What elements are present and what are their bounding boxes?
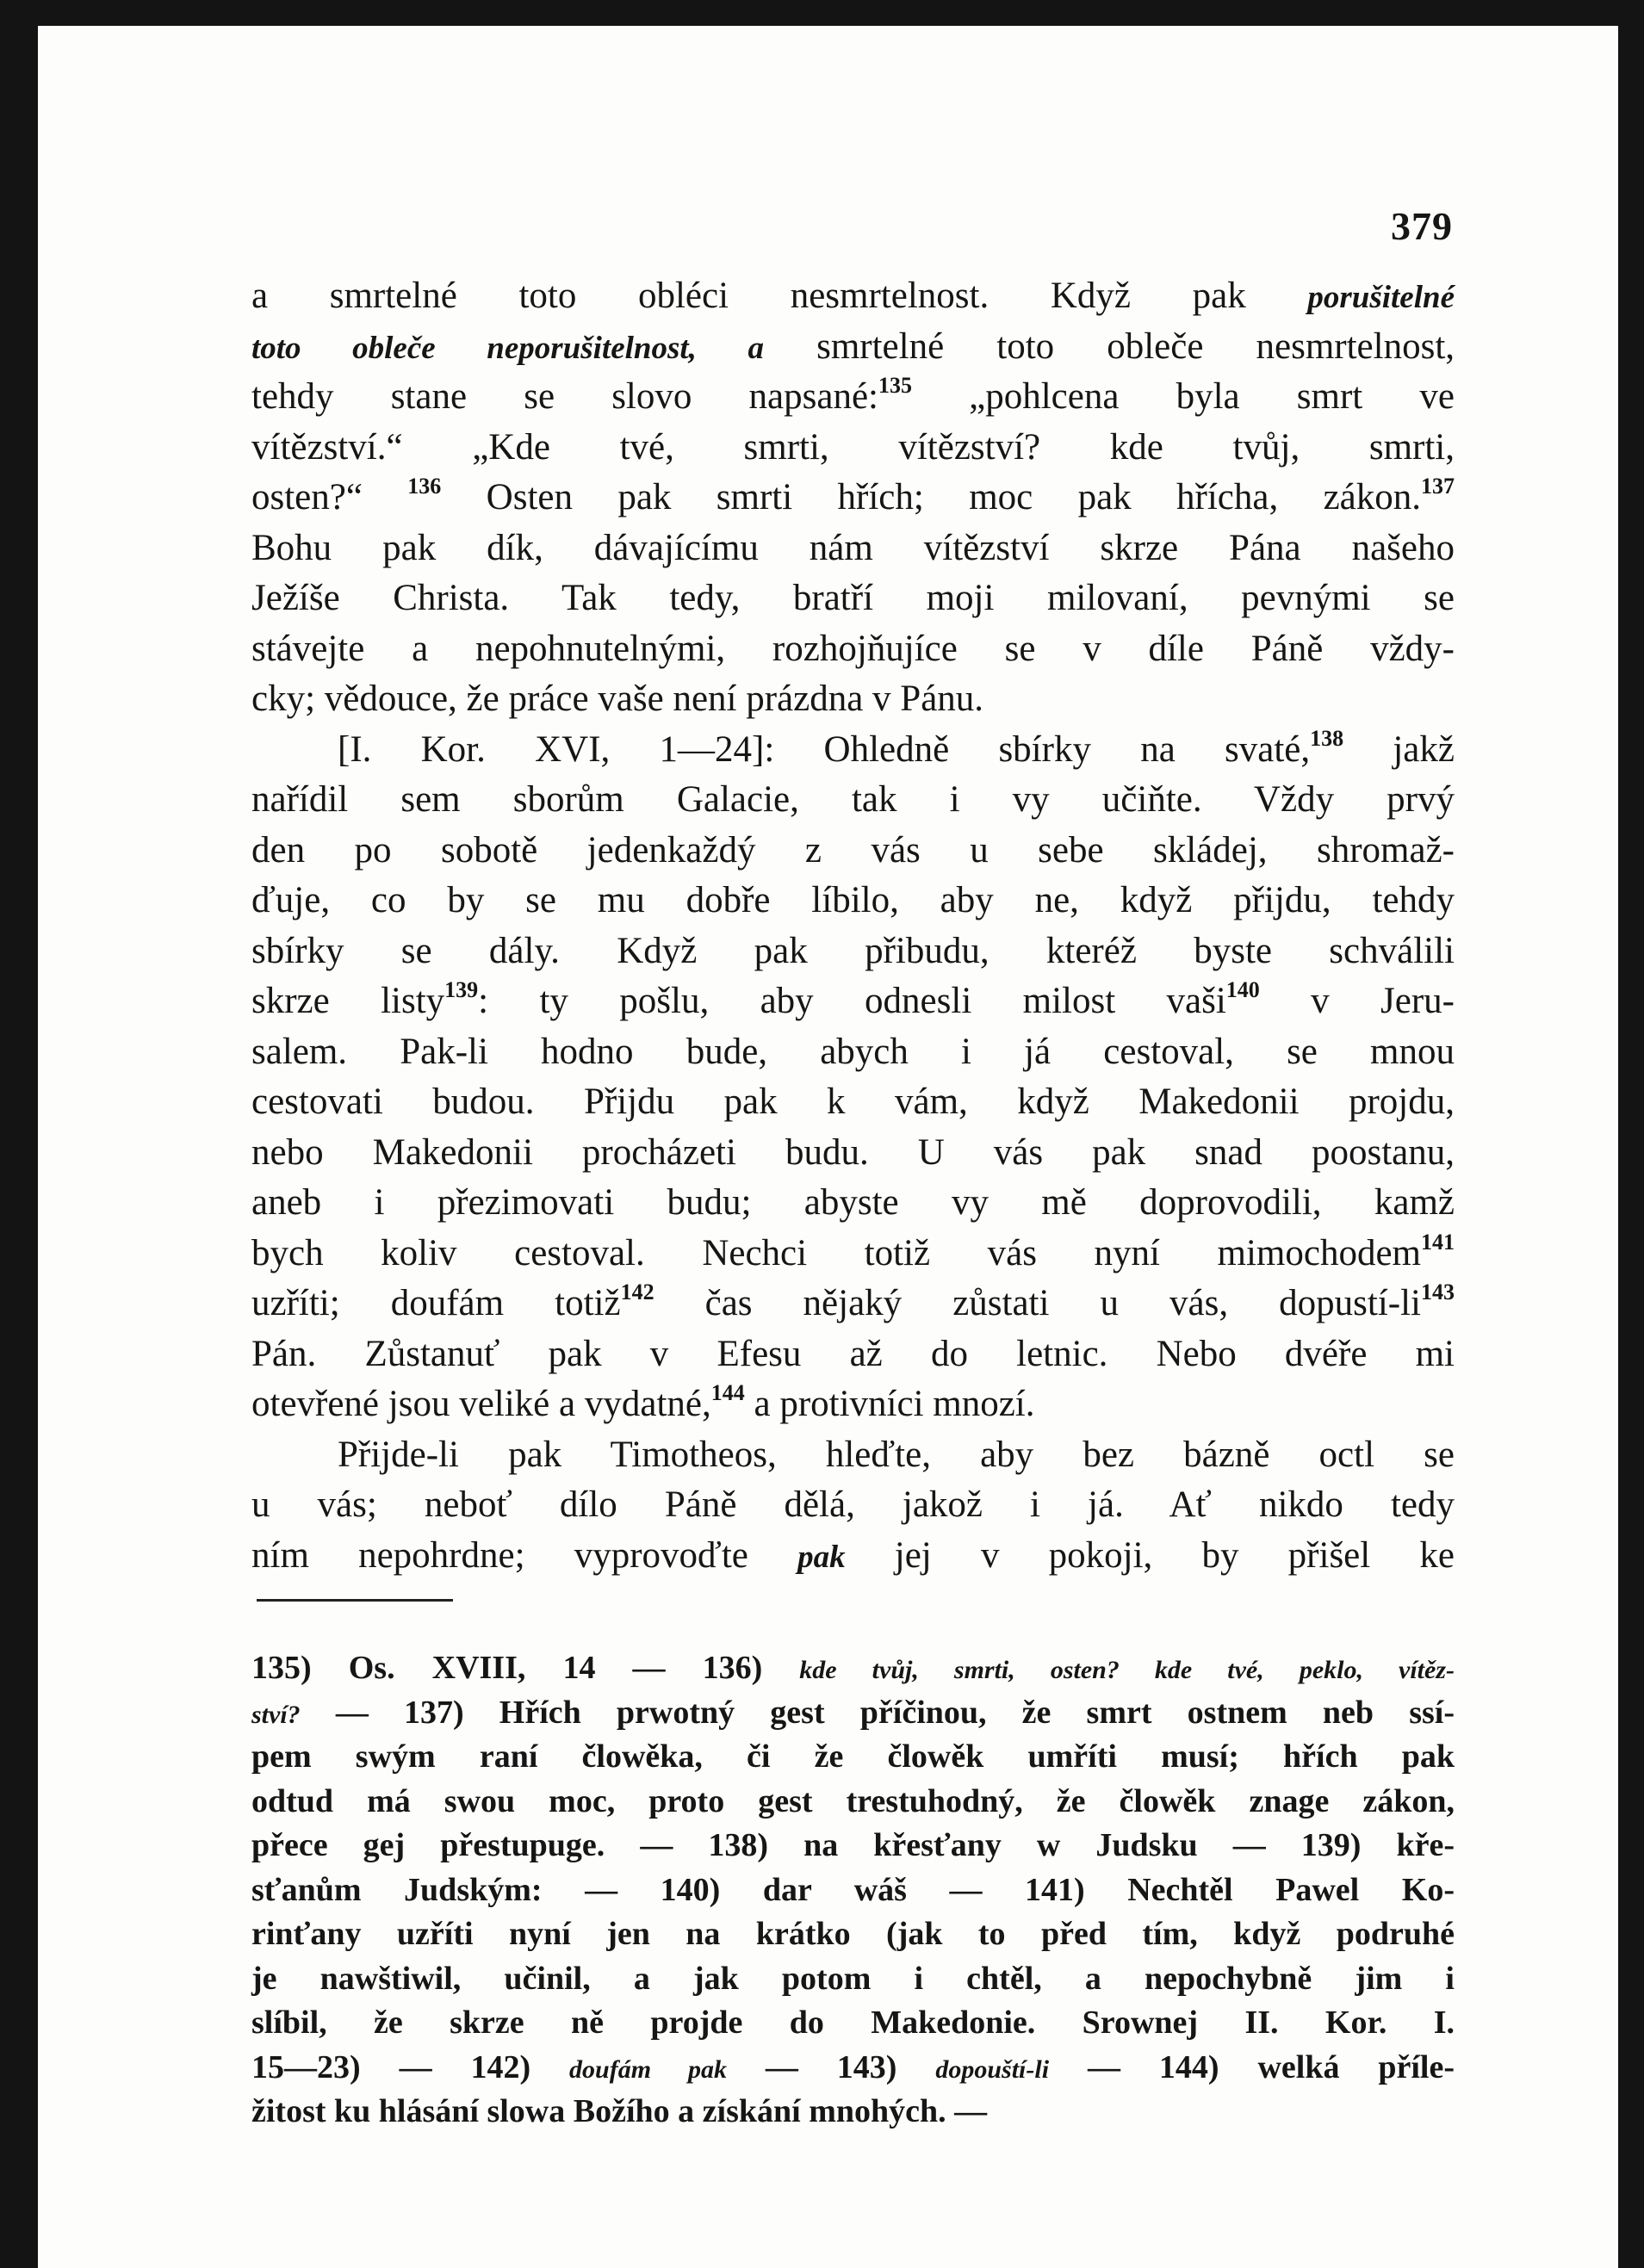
italic-text: toto obleče neporušitelnost, a: [251, 330, 765, 366]
text-line: [251, 926, 1455, 976]
text-segment: cky; vědouce, že práce vaše není prázdna v Pánu.: [251, 679, 984, 719]
text-line: [251, 423, 1455, 473]
text-line: [251, 674, 1455, 724]
text-line: [251, 473, 1455, 523]
text-line: [251, 322, 1455, 374]
footnote-line: [251, 1646, 1455, 1692]
text-segment: sťanům Judským: — 140) dar wáš — 141) Nechtěl Pawel Ko-: [251, 1871, 1455, 1908]
text-segment: smrtelné toto obleče nesmrtelnost,: [764, 325, 1455, 367]
text-segment: a protivníci mnozí.: [744, 1384, 1035, 1424]
text-segment: salem. Pak-li hodno bude, abych i já cestoval, se mnou: [251, 1031, 1455, 1072]
text-segment: přece gej přestupuge. — 138) na křesťany w Judsku — 139) kře-: [251, 1827, 1455, 1863]
text-line: [251, 1077, 1455, 1127]
text-line: [251, 1329, 1455, 1379]
italic-text: kde tvůj, smrti, osten? kde tvé, peklo, vítěz-: [799, 1656, 1455, 1684]
text-line: [251, 1229, 1455, 1279]
italic-text: dopouští-li: [935, 2054, 1050, 2084]
footnote-reference: 144: [710, 1380, 745, 1405]
italic-text: pak: [797, 1539, 846, 1575]
text-segment: — 144) welká příle-: [1049, 2048, 1455, 2085]
text-segment: stávejte a nepohnutelnými, rozhojňujíce se v díle Páně vždy-: [251, 628, 1455, 669]
text-segment: Pán. Zůstanuť pak v Efesu až do letnic. Nebo dvéře mi: [251, 1333, 1455, 1374]
footnote-reference: 140: [1225, 977, 1260, 1002]
text-line: [251, 826, 1455, 876]
page-number: 379: [1391, 204, 1453, 248]
text-segment: je nawštiwil, učinil, a jak potom i chtěl, a nepochybně jim i: [251, 1960, 1455, 1997]
text-segment: skrze listy: [251, 981, 445, 1021]
footnote-line: [251, 1912, 1455, 1956]
text-line: [251, 372, 1455, 422]
text-segment: osten?“: [251, 477, 408, 517]
text-segment: rinťany uzříti nyní jen na krátko (jak to před tím, když podruhé: [251, 1916, 1455, 1952]
footnote-line: [251, 2046, 1455, 2091]
text-segment: — 137) Hřích prwotný gest příčinou, že smrt ostnem neb ssí-: [300, 1694, 1455, 1731]
text-segment: jakž: [1343, 728, 1455, 770]
scan-edge-right: [1618, 0, 1644, 2268]
text-segment: den po sobotě jedenkaždý z vás u sebe skládej, shromaž-: [251, 829, 1455, 871]
text-segment: odtud má swou moc, proto gest trestuhodný, že člowěk znage zákon,: [251, 1782, 1455, 1819]
text-segment: uzříti; doufám totiž: [251, 1283, 621, 1323]
text-line: [251, 1480, 1455, 1530]
footnote-line: [251, 1824, 1455, 1868]
text-segment: aneb i přezimovati budu; abyste vy mě doprovodili, kamž: [251, 1182, 1455, 1223]
text-segment: v Jeru-: [1259, 981, 1455, 1021]
footnote-reference: 137: [1421, 474, 1455, 499]
text-segment: u vás; neboť dílo Páně dělá, jakož i já. Ať nikdo tedy: [251, 1484, 1455, 1525]
text-segment: jej v pokoji, by přišel ke: [845, 1534, 1455, 1576]
text-segment: Osten pak smrti hřích; moc pak hřícha, zákon.: [441, 477, 1421, 517]
text-line: [251, 1279, 1455, 1329]
footnote-reference: 143: [1421, 1280, 1455, 1304]
footnote-reference: 135: [878, 373, 912, 398]
text-line: [251, 775, 1455, 825]
text-segment: sbírky se dály. Když pak přibudu, kteréž byste schválili: [251, 930, 1455, 971]
text-segment: nařídil sem sborům Galacie, tak i vy učiňte. Vždy prvý: [251, 779, 1455, 820]
text-segment: Přijde-li pak Timotheos, hleďte, aby bez bázně octl se: [338, 1434, 1455, 1475]
text-segment: ďuje, co by se mu dobře líbilo, aby ne, když přijdu, tehdy: [251, 880, 1455, 920]
text-line: [251, 1128, 1455, 1178]
text-segment: vítězství.“ „Kde tvé, smrti, vítězství? kde tvůj, smrti,: [251, 426, 1455, 468]
text-segment: a smrtelné toto obléci nesmrtelnost. Když pak: [251, 276, 1308, 316]
text-segment: bych koliv cestoval. Nechci totiž vás nyní mimochodem: [251, 1232, 1421, 1273]
footnote-line: [251, 1780, 1455, 1824]
footnote-line: [251, 2001, 1455, 2045]
footnote-reference: 142: [620, 1280, 654, 1304]
text-line: [251, 1027, 1455, 1077]
text-line: [251, 876, 1455, 926]
footnote-reference: 139: [444, 977, 479, 1002]
text-segment: cestovati budou. Přijdu pak k vám, když Makedonii projdu,: [251, 1081, 1455, 1122]
text-segment: ním nepohrdne; vyprovoďte: [251, 1534, 798, 1576]
text-segment: [I. Kor. XVI, 1—24]: Ohledně sbírky na svaté,: [338, 728, 1311, 770]
text-line: [251, 573, 1455, 623]
footnote-reference: 141: [1421, 1229, 1455, 1255]
italic-text: porušitelné: [1307, 280, 1455, 315]
text-segment: „pohlcena byla smrt ve: [911, 376, 1455, 417]
scan-edge-left: [0, 0, 38, 2268]
footnote-line: [251, 1735, 1455, 1779]
text-line: [251, 524, 1455, 573]
scan-edge-top: [0, 0, 1644, 26]
text-segment: Bohu pak dík, dávajícímu nám vítězství skrze Pána našeho: [251, 527, 1455, 568]
text-segment: žitost ku hlásání slowa Božího a získání mnohých. —: [251, 2093, 988, 2129]
footnote-reference: 136: [407, 474, 442, 499]
footnote-line: [251, 1868, 1455, 1912]
text-segment: — 143): [726, 2048, 936, 2085]
text-segment: Ježíše Christa. Tak tedy, bratří moji milovaní, pevnými se: [251, 578, 1455, 618]
text-line: [251, 976, 1455, 1026]
text-segment: tehdy stane se slovo napsané:: [251, 376, 878, 417]
text-segment: 135) Os. XVIII, 14 — 136): [251, 1650, 800, 1686]
text-line: [338, 1430, 1455, 1480]
text-line: [251, 624, 1455, 674]
footnote-line: [251, 1957, 1455, 2001]
text-line: [251, 271, 1455, 323]
text-line: [338, 725, 1455, 775]
text-segment: slíbil, že skrze ně projde do Makedonie. Srownej II. Kor. I.: [251, 2005, 1455, 2041]
footnote-rule: [257, 1599, 453, 1602]
italic-text: ství?: [251, 1700, 301, 1729]
text-segment: pem swým raní člowěka, či že člowěk umříti musí; hřích pak: [251, 1738, 1455, 1775]
text-segment: nebo Makedonii procházeti budu. U vás pak snad poostanu,: [251, 1131, 1455, 1173]
text-line: [251, 1379, 1455, 1429]
text-segment: 15—23) — 142): [251, 2048, 570, 2085]
italic-text: doufám pak: [569, 2054, 727, 2084]
footnote-line: [251, 1691, 1455, 1737]
footnote-line: [251, 2090, 1455, 2134]
text-line: [251, 1531, 1455, 1583]
text-segment: : ty pošlu, aby odnesli milost vaši: [478, 981, 1226, 1021]
text-line: [251, 1178, 1455, 1228]
text-segment: čas nějaký zůstati u vás, dopustí-li: [654, 1283, 1421, 1323]
footnote-reference: 138: [1310, 725, 1344, 751]
text-segment: otevřené jsou veliké a vydatné,: [251, 1384, 711, 1424]
